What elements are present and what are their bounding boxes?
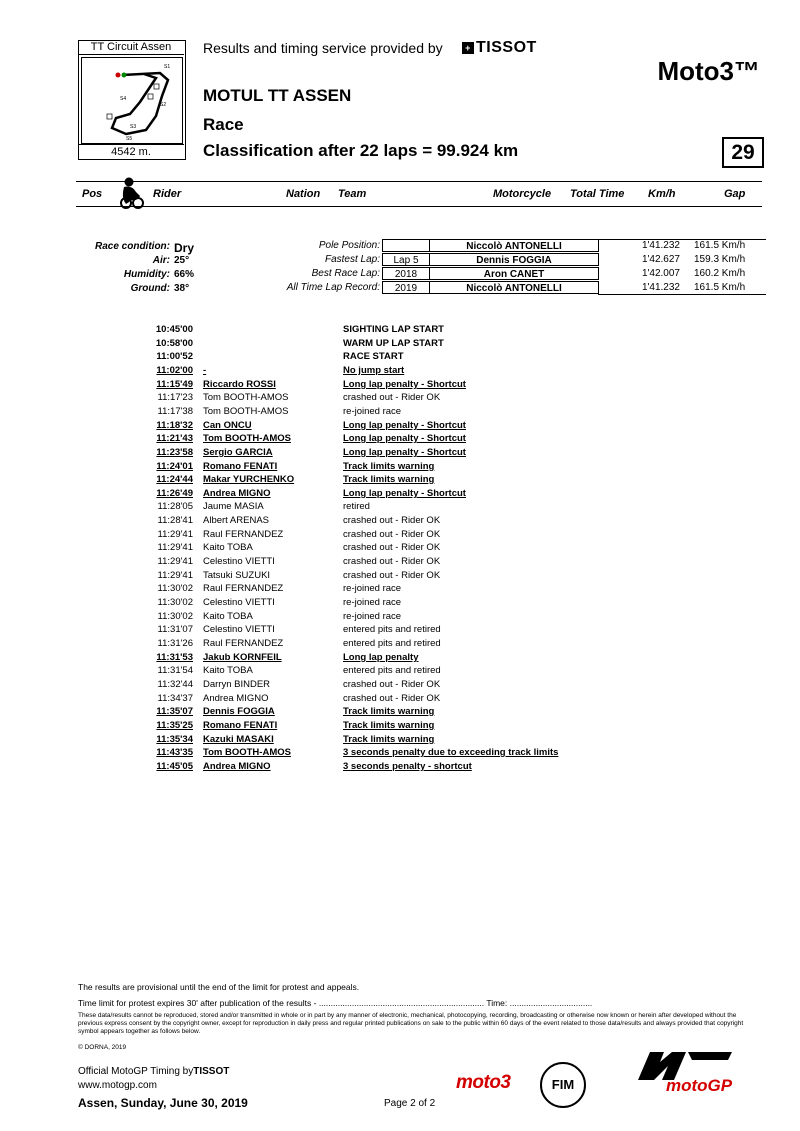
event-time: 11:32'44: [157, 679, 193, 690]
event-time: 11:43'35: [156, 747, 193, 758]
footer-official: Official MotoGP Timing byTISSOT: [78, 1066, 230, 1077]
event-time: 11:02'00: [156, 365, 193, 376]
track-outline: [82, 58, 182, 143]
event-description: SIGHTING LAP START: [343, 324, 444, 335]
event-description: retired: [343, 501, 370, 512]
event-time: 11:29'41: [157, 556, 193, 567]
col-gap: Gap: [724, 188, 746, 200]
event-description: crashed out - Rider OK: [343, 392, 441, 403]
event-time: 11:00'52: [156, 351, 193, 362]
event-rider: Albert ARENAS: [203, 515, 269, 526]
tissot-cross-icon: +: [462, 42, 474, 54]
footer-location-date: Assen, Sunday, June 30, 2019: [78, 1096, 248, 1110]
event-rider: Can ONCU: [203, 420, 252, 431]
col-kmh: Km/h: [648, 188, 676, 200]
record-info: Lap 5: [382, 253, 430, 266]
header-rule: [76, 206, 762, 207]
event-rider: Raul FERNANDEZ: [203, 529, 284, 540]
event-rider: Tom BOOTH-AMOS: [203, 406, 289, 417]
event-time: 11:17'23: [157, 392, 193, 403]
event-description: re-joined race: [343, 611, 402, 622]
circuit-name: TT Circuit Assen: [78, 40, 184, 55]
record-rider: Dennis FOGGIA: [429, 253, 599, 266]
event-time: 11:29'41: [157, 529, 193, 540]
event-description: Track limits warning: [343, 474, 435, 485]
record-time: 1'42.627: [641, 254, 680, 265]
record-speed: 160.2 Km/h: [694, 268, 746, 279]
page-number-box: 29: [722, 137, 764, 168]
record-label: Fastest Lap:: [324, 254, 380, 265]
event-description: crashed out - Rider OK: [343, 542, 441, 553]
footer-website[interactable]: www.motogp.com: [78, 1080, 157, 1091]
tissot-logo: + TISSOT: [462, 39, 537, 57]
event-description: re-joined race: [343, 406, 402, 417]
moto3-logo: moto3: [456, 1072, 511, 1093]
event-rider: Romano FENATI: [203, 461, 278, 472]
event-rider: Andrea MIGNO: [203, 488, 271, 499]
event-rider: -: [203, 365, 207, 376]
record-time: 1'41.232: [641, 240, 680, 251]
event-time: 11:24'44: [156, 474, 193, 485]
col-rider: Rider: [153, 188, 182, 200]
event-rider: Riccardo ROSSI: [203, 379, 276, 390]
sector-label: S4: [120, 96, 127, 102]
event-time: 11:29'41: [157, 570, 193, 581]
event-rider: Raul FERNANDEZ: [203, 583, 284, 594]
event-rider: Darryn BINDER: [203, 679, 271, 690]
event-description: crashed out - Rider OK: [343, 693, 441, 704]
event-description: crashed out - Rider OK: [343, 679, 441, 690]
footer-page: Page 2 of 2: [384, 1098, 436, 1109]
event-description: Long lap penalty - Shortcut: [343, 433, 466, 444]
record-label: Best Race Lap:: [311, 268, 380, 279]
event-rider: Kaito TOBA: [203, 665, 253, 676]
record-label: Pole Position:: [318, 240, 380, 251]
event-time: 11:45'05: [156, 761, 193, 772]
record-table-frame: [598, 239, 766, 295]
event-time: 11:31'07: [157, 624, 193, 635]
event-description: 3 seconds penalty due to exceeding track limits: [343, 747, 559, 758]
footer-copyright: These data/results cannot be reproduced, stored and/or transmitted in whole or in part by any manner of electronic, mechanical, photocopying, recording, broadcasting or otherwise now known or herein after developed without the previous express consent by the copyright owner, except for reproduction in daily press and regular printed publications on sale to the public within 60 days of the event related to those data/results and always provided that copyright symbol appears together as follows below.: [78, 1012, 744, 1035]
motogp-logo-text: motoGP: [666, 1076, 733, 1095]
col-nation: Nation: [286, 188, 321, 200]
event-description: Long lap penalty - Shortcut: [343, 488, 466, 499]
event-description: crashed out - Rider OK: [343, 570, 441, 581]
event-description: crashed out - Rider OK: [343, 515, 441, 526]
event-rider: Romano FENATI: [203, 720, 278, 731]
timing-provider-text: Results and timing service provided by: [203, 40, 443, 56]
class-name: Moto3™: [657, 56, 760, 86]
footer-protest: Time limit for protest expires 30' after publication of the results - ...................................................................... Time: ...................................: [78, 998, 593, 1008]
event-time: 11:29'41: [157, 542, 193, 553]
event-time: 11:15'49: [156, 379, 193, 390]
event-rider: Jakub KORNFEIL: [203, 652, 282, 663]
record-rider: Niccolò ANTONELLI: [429, 281, 599, 294]
condition-label: Humidity:: [123, 269, 170, 280]
circuit-map: [81, 57, 183, 144]
event-time: 11:35'07: [156, 706, 193, 717]
event-description: No jump start: [343, 365, 405, 376]
event-rider: Tatsuki SUZUKI: [203, 570, 271, 581]
event-time: 11:30'02: [157, 611, 193, 622]
event-description: entered pits and retired: [343, 665, 441, 676]
marker-red-icon: [116, 73, 121, 78]
session-name: Race: [203, 115, 244, 134]
event-rider: Sergio GARCIA: [203, 447, 273, 458]
event-time: 11:31'53: [156, 652, 193, 663]
record-speed: 161.5 Km/h: [694, 240, 746, 251]
condition-value: 25°: [174, 255, 190, 266]
event-description: Track limits warning: [343, 461, 435, 472]
record-info: 2019: [382, 281, 430, 294]
event-time: 11:28'41: [157, 515, 193, 526]
event-rider: Kaito TOBA: [203, 611, 253, 622]
sector-label: S3: [130, 124, 137, 130]
event-rider: Tom BOOTH-AMOS: [203, 392, 289, 403]
marker-green-icon: [122, 73, 127, 78]
condition-label: Race condition:: [94, 241, 170, 252]
condition-label: Air:: [152, 255, 170, 266]
col-total-time: Total Time: [570, 188, 625, 200]
event-time: 11:26'49: [156, 488, 193, 499]
col-motorcycle: Motorcycle: [493, 188, 552, 200]
header-rule: [76, 181, 762, 182]
classification-title: Classification after 22 laps = 99.924 km: [203, 141, 519, 160]
event-description: RACE START: [343, 351, 404, 362]
event-rider: Celestino VIETTI: [203, 624, 275, 635]
record-rider: Niccolò ANTONELLI: [429, 239, 599, 252]
rider-silhouette-icon: [118, 176, 144, 210]
record-time: 1'41.232: [641, 282, 680, 293]
event-title: MOTUL TT ASSEN: [203, 86, 352, 105]
event-rider: Tom BOOTH-AMOS: [203, 747, 291, 758]
condition-value: 38°: [174, 283, 190, 294]
event-time: 11:24'01: [156, 461, 193, 472]
event-time: 11:18'32: [156, 420, 193, 431]
event-description: re-joined race: [343, 583, 402, 594]
col-pos: Pos: [82, 188, 103, 200]
event-description: entered pits and retired: [343, 638, 441, 649]
event-time: 11:35'25: [156, 720, 193, 731]
footer-dorna: © DORNA, 2019: [78, 1044, 127, 1051]
event-description: crashed out - Rider OK: [343, 529, 441, 540]
record-info: 2018: [382, 267, 430, 280]
footer-provisional: The results are provisional until the end of the limit for protest and appeals.: [78, 982, 360, 992]
event-description: Track limits warning: [343, 720, 435, 731]
event-description: re-joined race: [343, 597, 402, 608]
fim-logo: FIM: [540, 1062, 586, 1108]
event-rider: Raul FERNANDEZ: [203, 638, 284, 649]
event-description: Track limits warning: [343, 734, 435, 745]
event-rider: Jaume MASIA: [203, 501, 264, 512]
event-time: 11:17'38: [157, 406, 193, 417]
record-speed: 161.5 Km/h: [694, 282, 746, 293]
sector-label: S2: [160, 102, 167, 108]
sector-label: S5: [126, 136, 133, 142]
record-label: All Time Lap Record:: [286, 282, 380, 293]
event-time: 11:34'37: [157, 693, 193, 704]
event-time: 11:28'05: [157, 501, 193, 512]
event-rider: Andrea MIGNO: [203, 761, 271, 772]
event-description: Long lap penalty: [343, 652, 419, 663]
event-time: 11:31'26: [157, 638, 193, 649]
event-description: Long lap penalty - Shortcut: [343, 420, 466, 431]
event-time: 10:45'00: [155, 324, 193, 335]
event-description: Long lap penalty - Shortcut: [343, 379, 466, 390]
event-rider: Dennis FOGGIA: [203, 706, 275, 717]
event-time: 11:21'43: [156, 433, 193, 444]
condition-label: Ground:: [130, 283, 170, 294]
event-rider: Andrea MIGNO: [203, 693, 269, 704]
event-rider: Celestino VIETTI: [203, 556, 275, 567]
record-speed: 159.3 Km/h: [694, 254, 746, 265]
circuit-length: 4542 m.: [78, 144, 184, 159]
event-description: crashed out - Rider OK: [343, 556, 441, 567]
event-rider: Makar YURCHENKO: [203, 474, 295, 485]
event-rider: Tom BOOTH-AMOS: [203, 433, 291, 444]
event-time: 11:23'58: [156, 447, 193, 458]
event-description: 3 seconds penalty - shortcut: [343, 761, 472, 772]
event-time: 10:58'00: [155, 338, 193, 349]
event-description: WARM UP LAP START: [343, 338, 444, 349]
event-time: 11:31'54: [157, 665, 193, 676]
record-rider: Aron CANET: [429, 267, 599, 280]
event-rider: Kaito TOBA: [203, 542, 253, 553]
event-description: entered pits and retired: [343, 624, 441, 635]
event-description: Track limits warning: [343, 706, 435, 717]
event-rider: Celestino VIETTI: [203, 597, 275, 608]
condition-value: Dry: [174, 241, 195, 255]
condition-value: 66%: [174, 269, 195, 280]
event-time: 11:35'34: [156, 734, 193, 745]
col-team: Team: [338, 188, 367, 200]
record-time: 1'42.007: [641, 268, 680, 279]
record-info: [382, 239, 430, 252]
event-time: 11:30'02: [157, 583, 193, 594]
event-time: 11:30'02: [157, 597, 193, 608]
sector-label: S1: [164, 64, 171, 70]
event-rider: Kazuki MASAKI: [203, 734, 274, 745]
event-description: Long lap penalty - Shortcut: [343, 447, 466, 458]
